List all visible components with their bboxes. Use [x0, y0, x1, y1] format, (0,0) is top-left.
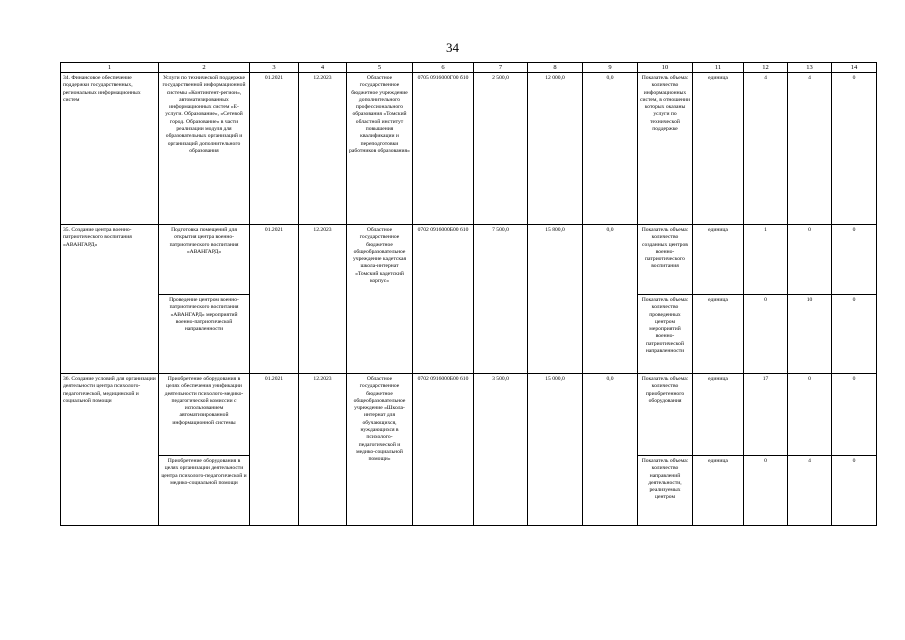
amount-2: 15 800,0 — [528, 225, 583, 374]
unit: единица — [693, 225, 744, 295]
value-3: 0 — [832, 225, 877, 295]
indicator: Показатель объема: количество приобретенного оборудования — [638, 374, 693, 456]
col-header: 3 — [250, 63, 299, 73]
col-header: 6 — [413, 63, 474, 73]
activity: Услуги по технической поддержке государственной информационной системы «Контингент-регион», автоматизированных информационных систем «Е-услуги. Образование», «Сетевой город. Образование» в части реализации модуля для образовательных организаций и организаций дополнительного образования — [159, 73, 250, 225]
task-name: 35. Создание центра военно-патриотического воспитания «АВАНГАРД» — [61, 225, 159, 374]
col-header: 14 — [832, 63, 877, 73]
budget-code: 0702 0916000Б00 610 — [413, 225, 474, 374]
activity: Приобретение оборудования в целях организации деятельности центра психолого-педагогической и медико-социальной помощи — [159, 456, 250, 526]
indicator: Показатель объема: количество направлений деятельности, реализуемых центром — [638, 456, 693, 526]
value-1: 0 — [744, 295, 788, 374]
col-header: 9 — [583, 63, 638, 73]
amount-2: 12 000,0 — [528, 73, 583, 225]
start-date: 01.2021 — [250, 374, 299, 526]
task-name: 34. Финансовое обеспечение поддержки государственных, региональных информационных систем — [61, 73, 159, 225]
col-header: 4 — [299, 63, 347, 73]
col-header: 7 — [474, 63, 528, 73]
amount-1: 3 500,0 — [474, 374, 528, 526]
value-1: 0 — [744, 456, 788, 526]
unit: единица — [693, 374, 744, 456]
task-name: 36. Создание условий для организации деятельности центра психолого-педагогической, медицинской и социальной помощи — [61, 374, 159, 526]
amount-1: 7 500,0 — [474, 225, 528, 374]
start-date: 01.2021 — [250, 225, 299, 374]
value-2: 4 — [788, 73, 832, 225]
value-2: 4 — [788, 456, 832, 526]
program-table — [60, 62, 877, 526]
unit: единица — [693, 295, 744, 374]
amount-3: 0,0 — [583, 225, 638, 374]
value-2: 0 — [788, 374, 832, 456]
table-row — [61, 225, 877, 295]
value-1: 1 — [744, 225, 788, 295]
start-date: 01.2021 — [250, 73, 299, 225]
activity: Приобретение оборудования в целях обеспечения унификации деятельности психолого-медико-педагогической комиссии с использованием автоматизированной информационной системы — [159, 374, 250, 456]
indicator: Показатель объема: количество проведенных центром мероприятий военно-патриотической направленности — [638, 295, 693, 374]
col-header: 10 — [638, 63, 693, 73]
value-3: 0 — [832, 374, 877, 456]
header-row — [61, 63, 877, 73]
col-header: 2 — [159, 63, 250, 73]
amount-1: 2 500,0 — [474, 73, 528, 225]
executor: Областное государственное бюджетное общеобразовательное учреждение «Школа-интернат для обучающихся, нуждающихся в психолого-педагогической и медико-социальной помощи» — [347, 374, 413, 526]
col-header: 13 — [788, 63, 832, 73]
page-number: 34 — [446, 40, 459, 55]
value-2: 10 — [788, 295, 832, 374]
value-1: 17 — [744, 374, 788, 456]
activity: Проведение центром военно-патриотического воспитания «АВАНГАРД» мероприятий военно-патриотической направленности — [159, 295, 250, 374]
indicator: Показатель объема: количество информационных систем, в отношении которых оказаны услуги по технической поддержке — [638, 73, 693, 225]
amount-2: 15 000,0 — [528, 374, 583, 526]
table-row — [61, 73, 877, 225]
end-date: 12.2023 — [299, 73, 347, 225]
col-header: 12 — [744, 63, 788, 73]
executor: Областное государственное бюджетное учреждение дополнительного профессионального образования «Томский областной институт повышения квалификации и переподготовки работников образования» — [347, 73, 413, 225]
executor: Областное государственное бюджетное общеобразовательное учреждение кадетская школа-интернат «Томский кадетский корпус» — [347, 225, 413, 374]
col-header: 5 — [347, 63, 413, 73]
value-3: 0 — [832, 295, 877, 374]
budget-code: 0705 0916000Г00 б10 — [413, 73, 474, 225]
value-1: 4 — [744, 73, 788, 225]
col-header: 11 — [693, 63, 744, 73]
end-date: 12.2023 — [299, 225, 347, 374]
amount-3: 0,0 — [583, 374, 638, 526]
value-3: 0 — [832, 73, 877, 225]
indicator: Показатель объема: количество созданных центров военно-патриотического воспитания — [638, 225, 693, 295]
value-2: 0 — [788, 225, 832, 295]
unit: единица — [693, 456, 744, 526]
budget-code: 0702 0916000Б00 610 — [413, 374, 474, 526]
end-date: 12.2023 — [299, 374, 347, 526]
table-row — [61, 374, 877, 456]
value-3: 0 — [832, 456, 877, 526]
col-header: 8 — [528, 63, 583, 73]
col-header: 1 — [61, 63, 159, 73]
activity: Подготовка помещений для открытия центра военно-патриотического воспитания «АВАНГАРД» — [159, 225, 250, 295]
amount-3: 0,0 — [583, 73, 638, 225]
unit: единица — [693, 73, 744, 225]
